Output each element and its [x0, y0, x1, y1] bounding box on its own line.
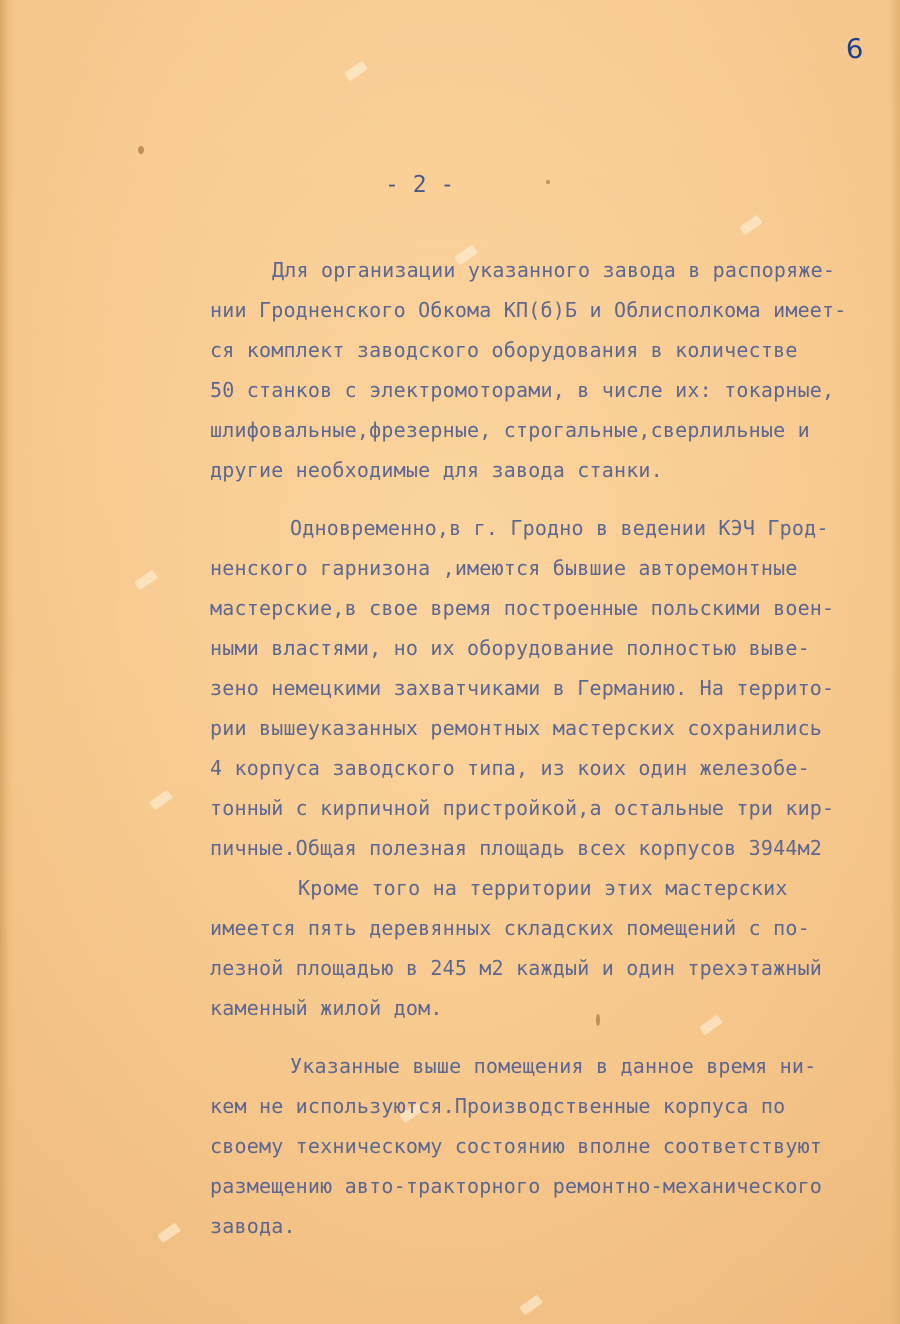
paper-left-edge [0, 0, 14, 1324]
text-line: каменный жилой дом. [210, 996, 443, 1020]
text-line: другие необходимые для завода станки. [210, 458, 663, 482]
paper-spot [546, 180, 550, 184]
paper-right-edge [890, 0, 900, 1324]
text-line: кем не используются.Производственные корпуса по [210, 1094, 786, 1118]
paper-spot [138, 146, 144, 154]
archive-page-number: 6 [844, 33, 865, 66]
text-line: зено немецкими захватчиками в Германию. На террито- [210, 676, 835, 700]
text-line: рии вышеуказанных ремонтных мастерских сохранились [210, 716, 823, 740]
page-header-number: - 2 - [385, 172, 455, 198]
text-line: завода. [210, 1214, 296, 1238]
text-line: пичные.Общая полезная площадь всех корпусов 3944м2 [210, 836, 823, 860]
text-line: своему техническому состоянию вполне соответствуют [210, 1134, 823, 1158]
watermark-mark [739, 215, 763, 236]
watermark-mark [157, 1223, 181, 1244]
watermark-mark [519, 1295, 543, 1316]
text-line: нии Гродненского Обкома КП(б)Б и Облисполкома имеет- [210, 298, 847, 322]
text-line: имеется пять деревянных складских помещений с по- [210, 916, 810, 940]
text-line: Для организации указанного завода в распоряже- [272, 258, 836, 282]
text-line: ными властями, но их оборудование полностью выве- [210, 636, 810, 660]
text-line: ненского гарнизона ,имеются бывшие авторемонтные [210, 556, 798, 580]
watermark-mark [699, 1015, 723, 1036]
text-line: Указанные выше помещения в данное время ни- [290, 1054, 817, 1078]
text-line: 4 корпуса заводского типа, из коих один железобе- [210, 756, 810, 780]
watermark-mark [134, 570, 158, 591]
text-line: Одновременно,в г. Гродно в ведении КЭЧ Грод- [290, 516, 829, 540]
watermark-mark [344, 61, 368, 82]
text-line: Кроме того на территории этих мастерских [298, 876, 788, 900]
text-line: лезной площадью в 245 м2 каждый и один трехэтажный [210, 956, 823, 980]
text-line: мастерские,в свое время построенные польскими воен- [210, 596, 835, 620]
text-line: ся комплект заводского оборудования в количестве [210, 338, 798, 362]
text-line: размещению авто-тракторного ремонтно-механического [210, 1174, 823, 1198]
text-line: тонный с кирпичной пристройкой,а остальные три кир- [210, 796, 835, 820]
text-line: шлифовальные,фрезерные, строгальные,сверлильные и [210, 418, 810, 442]
watermark-mark [149, 790, 173, 811]
text-line: 50 станков с электромоторами, в числе их: токарные, [210, 378, 835, 402]
paper-spot [596, 1014, 600, 1026]
